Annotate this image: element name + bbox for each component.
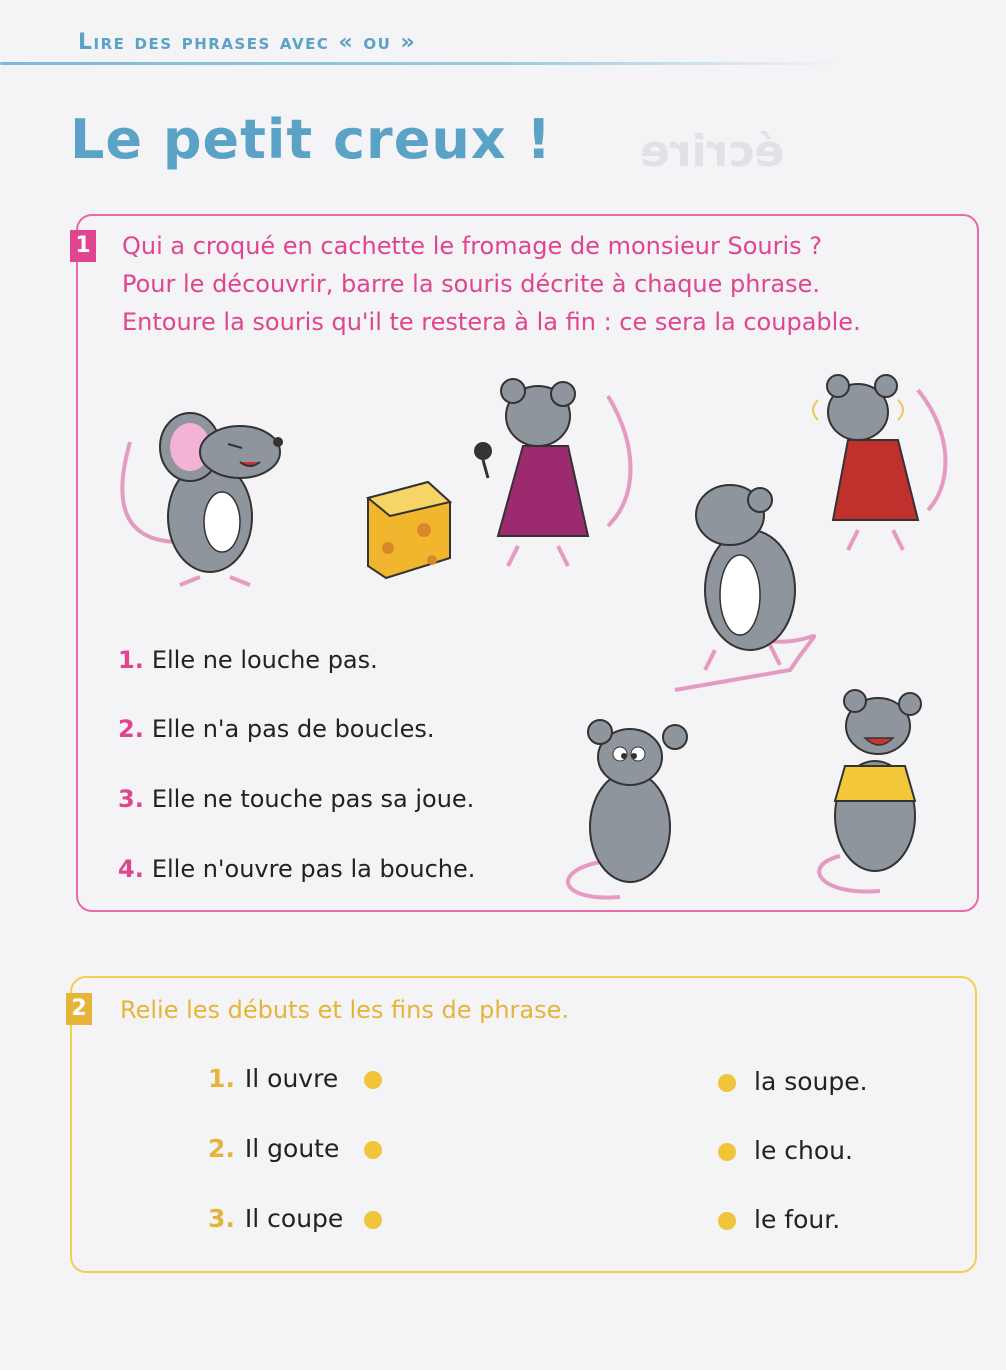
exercise-1-instruction-line: Qui a croqué en cachette le fromage de monsieur Souris ? (122, 232, 823, 260)
sentence-start-number: 2. (208, 1134, 235, 1163)
clue-number: 4. (118, 855, 144, 883)
mouse-purple-dress-illustration[interactable] (468, 376, 648, 576)
link-dot-start[interactable] (364, 1211, 382, 1229)
exercise-1-number: 1 (70, 230, 96, 262)
clue-text: Elle ne louche pas. (151, 646, 378, 674)
section-header: Lire des phrases avec « ou » (78, 30, 417, 55)
clue-number: 1. (118, 646, 144, 674)
sentence-start-number: 3. (208, 1204, 235, 1233)
sentence-end: la soupe. (754, 1067, 868, 1096)
mouse-looking-down-illustration[interactable] (660, 470, 840, 700)
sentence-start (208, 1204, 343, 1233)
sentence-end: le four. (754, 1205, 841, 1234)
exercise-2-number: 2 (66, 993, 92, 1025)
mouse-cross-eyed-illustration[interactable] (560, 712, 710, 912)
clue-text: Elle n'ouvre pas la bouche. (151, 855, 476, 883)
cheese-illustration[interactable] (358, 478, 458, 582)
link-dot-start[interactable] (364, 1141, 382, 1159)
clue-text: Elle n'a pas de boucles. (151, 715, 435, 743)
link-dot-end[interactable] (718, 1074, 736, 1092)
sentence-start-text: Il goute (244, 1134, 340, 1163)
clue-item (118, 855, 475, 883)
clue-number: 2. (118, 715, 144, 743)
exercise-2-instruction: Relie les débuts et les fins de phrase. (120, 996, 570, 1024)
sentence-start (208, 1064, 338, 1093)
page-title: Le petit creux ! (70, 108, 553, 171)
link-dot-end[interactable] (718, 1143, 736, 1161)
clue-number: 3. (118, 785, 144, 813)
mouse-grumpy-illustration[interactable] (110, 392, 310, 592)
sentence-end: le chou. (754, 1136, 853, 1165)
sentence-start-text: Il coupe (244, 1204, 344, 1233)
exercise-1-instruction-line: Entoure la souris qu'il te restera à la fin : ce sera la coupable. (122, 308, 861, 336)
header-rule (0, 62, 840, 65)
link-dot-end[interactable] (718, 1212, 736, 1230)
clue-item (118, 715, 434, 743)
link-dot-start[interactable] (364, 1071, 382, 1089)
clue-item (118, 646, 378, 674)
sentence-start (208, 1134, 339, 1163)
sentence-start-number: 1. (208, 1064, 235, 1093)
sentence-start-text: Il ouvre (244, 1064, 339, 1093)
show-through-text: écrire (640, 126, 785, 177)
mouse-yellow-shirt-illustration[interactable] (800, 686, 950, 906)
clue-item (118, 785, 474, 813)
clue-text: Elle ne touche pas sa joue. (151, 785, 475, 813)
exercise-1-instruction-line: Pour le découvrir, barre la souris décrite à chaque phrase. (122, 270, 820, 298)
